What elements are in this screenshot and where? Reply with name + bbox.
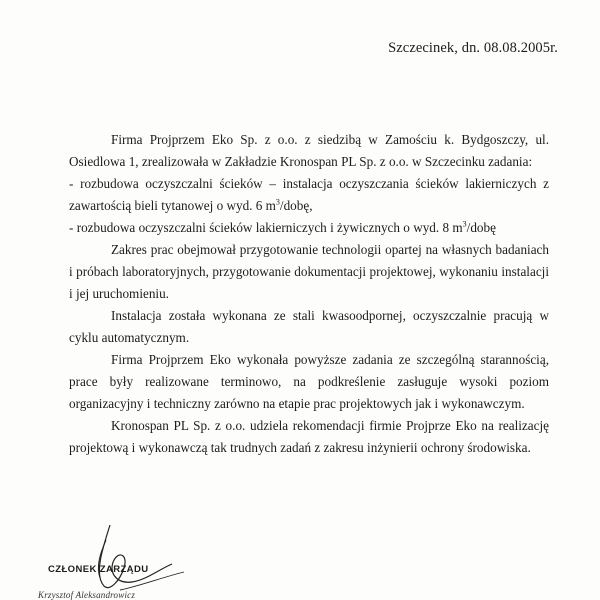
paragraph-scope: Zakres prac obejmował przygotowanie technologii opartej na własnych badaniach i próbach laboratoryjnych, przygotowanie dokumentacji projektowej, wykonaniu instalacji i jej uruchomieniu. bbox=[69, 242, 549, 301]
letter-body bbox=[69, 129, 549, 459]
bullet-2-superscript: 3 bbox=[462, 219, 467, 229]
paragraph-evaluation: Firma Projprzem Eko wykonała powyższe zadania ze szczególną starannością, prace były realizowane terminowo, na podkreślenie zasługuje wysoki poziom organizacyjny i techniczny zarówno na etapie prac projektowych jak i wykonawczym. bbox=[69, 352, 549, 411]
bullet-2-unit: /dobę bbox=[466, 220, 496, 235]
bullet-2-text: - rozbudowa oczyszczalni ścieków lakierniczych i żywicznych o wyd. 8 m bbox=[69, 220, 463, 235]
handwritten-signature bbox=[80, 520, 190, 600]
bullet-item-2 bbox=[69, 217, 549, 239]
paragraph-recommendation: Kronospan PL Sp. z o.o. udziela rekomendacji firmie Projprze Eko na realizację projektową i wykonawczą tak trudnych zadań z zakresu inżynierii ochrony środowiska. bbox=[69, 418, 549, 455]
date-line: Szczecinek, dn. 08.08.2005r. bbox=[388, 40, 558, 56]
bullet-1-text: - rozbudowa oczyszczalni ścieków – instalacja oczyszczania ścieków lakierniczych z zawartością bieli tytanowej o wyd. 6 m bbox=[69, 176, 549, 213]
paragraph-installation: Instalacja została wykonana ze stali kwasoodpornej, oczyszczalnie pracują w cyklu automatycznym. bbox=[69, 308, 549, 345]
signature-title: CZŁONEK ZARZĄDU bbox=[48, 564, 149, 575]
paragraph-intro: Firma Projprzem Eko Sp. z o.o. z siedzibą w Zamościu k. Bydgoszczy, ul. Osiedlowa 1, zrealizowała w Zakładzie Kronospan PL Sp. z o.o. w Szczecinku zadania: bbox=[69, 132, 549, 169]
bullet-item-1 bbox=[69, 173, 549, 217]
signature-block bbox=[30, 520, 230, 600]
bullet-1-unit: /dobę, bbox=[279, 198, 313, 213]
signature-name: Krzysztof Aleksandrowicz bbox=[38, 590, 136, 600]
bullet-1-superscript: 3 bbox=[275, 197, 280, 207]
